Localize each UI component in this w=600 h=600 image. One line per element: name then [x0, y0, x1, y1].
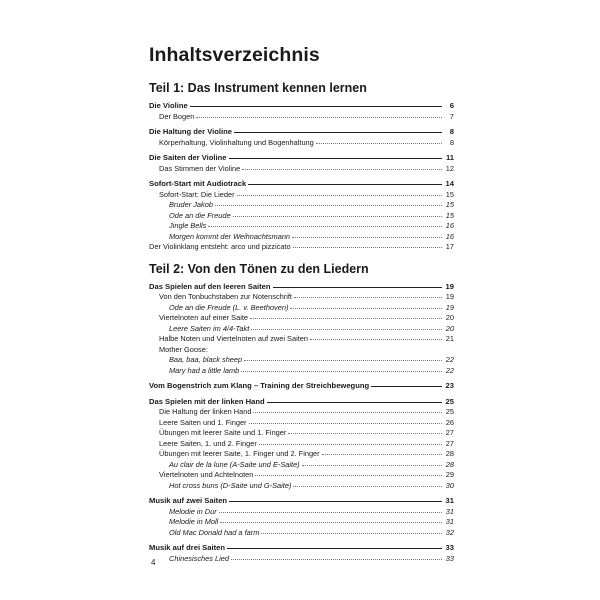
entry-label: Musik auf zwei Saiten [149, 496, 228, 505]
toc-chapter-entry[interactable] [149, 101, 454, 112]
toc-entry[interactable] [149, 449, 454, 460]
dot-leader [210, 350, 442, 351]
dot-leader [241, 370, 442, 372]
entry-label: Die Saiten der Violine [149, 153, 227, 162]
dot-leader [234, 131, 442, 133]
toc-section [149, 153, 454, 174]
entry-label: Die Violine [149, 101, 188, 110]
toc-section [149, 282, 454, 377]
toc-entry[interactable] [149, 138, 454, 149]
dot-leader [229, 500, 442, 502]
entry-label: Das Spielen auf den leeren Saiten [149, 281, 271, 291]
toc-entry[interactable] [149, 324, 454, 335]
dot-leader [237, 194, 442, 196]
dot-leader [293, 485, 442, 487]
entry-label: Ode an die Freude [169, 210, 231, 220]
part-title: Teil 1: Das Instrument kennen lernen [149, 81, 367, 95]
toc-entry[interactable] [149, 507, 454, 518]
entry-page-number: 15 [445, 189, 454, 199]
entry-page-number: 31 [445, 496, 454, 505]
entry-label: Körperhaltung, Violinhaltung und Bogenhaltung [159, 137, 314, 147]
toc-entry[interactable] [149, 418, 454, 429]
entry-page-number: 23 [445, 381, 454, 390]
entry-label: Ode an die Freude (L. v. Beethoven) [169, 302, 289, 312]
entry-label: Chinesisches Lied [169, 553, 229, 563]
entry-page-number: 31 [445, 506, 454, 516]
entry-page-number: 22 [445, 355, 454, 364]
dot-leader [208, 225, 442, 227]
entry-page-number: 33 [445, 543, 454, 552]
entry-page-number: 27 [445, 428, 454, 437]
entry-label: Mother Goose: [159, 344, 208, 354]
dot-leader [229, 157, 442, 159]
dot-leader [250, 317, 442, 319]
toc-entry[interactable] [149, 528, 454, 539]
toc-entry[interactable] [149, 112, 454, 123]
entry-label: Viertelnoten und Achtelnoten [159, 470, 254, 479]
entry-label: Mary had a little lamb [169, 365, 240, 375]
dot-leader [196, 116, 442, 118]
entry-page-number: 6 [449, 101, 454, 110]
dot-leader [267, 401, 442, 403]
entry-page-number: 16 [445, 221, 454, 230]
toc-entry[interactable] [149, 517, 454, 528]
dot-leader [227, 547, 442, 549]
toc-chapter-entry[interactable] [149, 179, 454, 190]
entry-page-number: 20 [445, 323, 454, 333]
toc-entry[interactable] [149, 334, 454, 345]
toc-entry[interactable] [149, 345, 454, 356]
dot-leader [292, 236, 442, 238]
entry-label: Sofort-Start mit Audiotrack [149, 179, 247, 188]
toc-section [149, 127, 454, 148]
toc-section [149, 543, 454, 564]
entry-label: Leere Saiten, 1. und 2. Finger [159, 438, 257, 448]
toc-section [149, 381, 454, 392]
entry-label: Melodie in Moll [169, 517, 219, 526]
toc-chapter-entry[interactable] [149, 153, 454, 164]
entry-page-number: 8 [449, 137, 454, 147]
entry-page-number: 19 [445, 281, 454, 291]
entry-label: Die Haltung der Violine [149, 127, 232, 136]
entry-label: Vom Bogenstrich zum Klang – Training der Streichbewegung [149, 381, 370, 390]
dot-leader [261, 532, 442, 534]
entry-page-number: 31 [445, 517, 454, 526]
toc-entry[interactable] [149, 200, 454, 211]
toc-entry[interactable] [149, 190, 454, 201]
dot-leader [302, 464, 442, 466]
entry-label: Hot cross buns (D-Saite und G-Saite) [169, 480, 292, 490]
toc-chapter-entry[interactable] [149, 127, 454, 138]
entry-page-number: 7 [449, 111, 454, 121]
toc-entry[interactable] [149, 554, 454, 565]
entry-label: Von den Tonbuchstaben zur Notenschrift [159, 292, 292, 301]
toc-entry[interactable] [149, 366, 454, 377]
dot-leader [294, 296, 442, 298]
dot-leader [249, 422, 442, 424]
entry-label: Sofort-Start: Die Lieder [159, 189, 235, 199]
entry-label: Au clair de la lune (A-Saite und E-Saite) [169, 459, 300, 469]
entry-page-number: 19 [445, 302, 454, 312]
entry-label: Musik auf drei Saiten [149, 543, 225, 552]
entry-label: Das Spielen mit der linken Hand [149, 396, 265, 406]
dot-leader [371, 385, 442, 387]
toc-entry[interactable] [149, 355, 454, 366]
entry-page-number: 28 [445, 459, 454, 469]
entry-page-number: 22 [445, 365, 454, 375]
toc-entry[interactable] [149, 313, 454, 324]
entry-page-number: 32 [445, 527, 454, 537]
entry-label: Bruder Jakob [169, 200, 213, 209]
dot-leader [220, 521, 442, 523]
table-of-contents [149, 44, 454, 573]
toc-entry[interactable] [149, 211, 454, 222]
toc-part [149, 81, 454, 253]
dot-leader [290, 307, 442, 309]
entry-page-number: 21 [445, 334, 454, 343]
entry-page-number: 25 [445, 396, 454, 406]
entry-page-number: 15 [445, 200, 454, 209]
toc-entry[interactable] [149, 460, 454, 471]
dot-leader [215, 204, 442, 206]
entry-page-number: 26 [445, 417, 454, 427]
toc-section [149, 397, 454, 492]
entry-label: Jingle Bells [169, 221, 207, 230]
entry-page-number: 11 [445, 153, 454, 162]
entry-label: Übungen mit leerer Saite, 1. Finger und 2. Finger [159, 449, 320, 458]
toc-chapter-entry[interactable] [149, 381, 454, 392]
dot-leader [244, 359, 442, 361]
entry-page-number: 27 [445, 438, 454, 448]
toc-entry[interactable] [149, 232, 454, 243]
dot-leader [248, 183, 442, 185]
dot-leader [231, 558, 442, 560]
entry-label: Morgen kommt der Weihnachtsmann [169, 231, 291, 241]
toc-section [149, 179, 454, 253]
entry-page-number: 14 [445, 179, 454, 188]
entry-page-number: 16 [445, 231, 454, 241]
entry-label: Übungen mit leerer Saite und 1. Finger [159, 428, 287, 437]
dot-leader [288, 432, 442, 434]
toc-chapter-entry[interactable] [149, 543, 454, 554]
entry-label: Viertelnoten auf einer Saite [159, 313, 249, 322]
entry-label: Der Bogen [159, 111, 195, 121]
part-title: Teil 2: Von den Tönen zu den Liedern [149, 261, 369, 276]
toc-entry[interactable] [149, 242, 454, 253]
toc-chapter-entry[interactable] [149, 282, 454, 293]
toc-entry[interactable] [149, 428, 454, 439]
toc-entry[interactable] [149, 303, 454, 314]
entry-page-number: 12 [445, 163, 454, 173]
toc-chapter-entry[interactable] [149, 397, 454, 408]
toc-parts [149, 81, 454, 564]
entry-page-number: 33 [445, 553, 454, 563]
toc-part [149, 262, 454, 565]
entry-page-number: 15 [445, 210, 454, 220]
dot-leader [293, 246, 442, 248]
toc-entry[interactable] [149, 292, 454, 303]
entry-label: Leere Saiten im 4/4-Takt [169, 323, 250, 333]
entry-label: Old Mac Donald had a farm [169, 527, 260, 537]
entry-page-number: 25 [445, 407, 454, 416]
dot-leader [322, 453, 442, 455]
entry-page-number: 20 [445, 313, 454, 322]
entry-page-number: 19 [445, 292, 454, 301]
dot-leader [310, 338, 442, 340]
dot-leader [259, 443, 442, 445]
toc-entry[interactable] [149, 407, 454, 418]
entry-label: Die Haltung der linken Hand [159, 407, 252, 416]
entry-page-number: 29 [445, 470, 454, 479]
entry-label: Baa, baa, black sheep [169, 355, 243, 364]
toc-entry[interactable] [149, 470, 454, 481]
toc-chapter-entry[interactable] [149, 496, 454, 507]
entry-label: Das Stimmen der Violine [159, 163, 241, 173]
entry-page-number: 30 [445, 480, 454, 490]
dot-leader [316, 142, 442, 144]
dot-leader [233, 215, 442, 217]
toc-entry[interactable] [149, 481, 454, 492]
toc-entry[interactable] [149, 164, 454, 175]
dot-leader [219, 511, 442, 513]
entry-page-number: 28 [445, 449, 454, 458]
toc-section [149, 101, 454, 122]
entry-page-number: 8 [449, 127, 454, 136]
dot-leader [273, 286, 442, 288]
dot-leader [242, 168, 442, 170]
toc-section [149, 496, 454, 538]
entry-label: Melodie in Dur [169, 506, 217, 516]
dot-leader [255, 474, 442, 476]
toc-entry[interactable] [149, 221, 454, 232]
dot-leader [190, 105, 442, 107]
dot-leader [253, 411, 442, 413]
page-title: Inhaltsverzeichnis [149, 44, 320, 66]
entry-label: Der Violinklang entsteht: arco und pizzicato [149, 242, 291, 251]
dot-leader [251, 328, 442, 330]
entry-label: Halbe Noten und Viertelnoten auf zwei Saiten [159, 334, 309, 343]
entry-page-number: 17 [445, 242, 454, 251]
entry-label: Leere Saiten und 1. Finger [159, 417, 247, 427]
toc-entry[interactable] [149, 439, 454, 450]
page-number: 4 [151, 558, 156, 567]
